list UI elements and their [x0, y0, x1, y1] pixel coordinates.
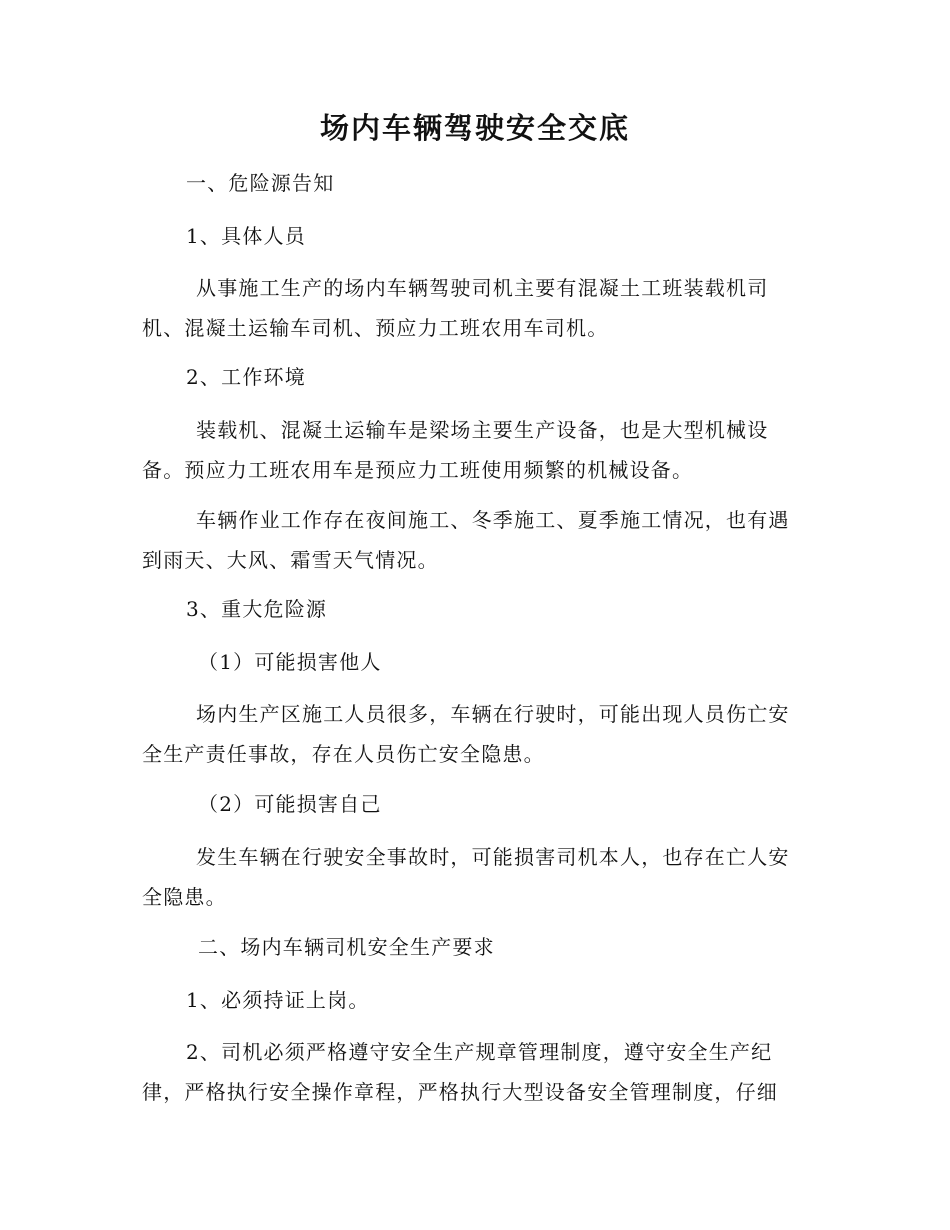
subheading-work-environment: 2、工作环境 [186, 365, 306, 389]
subheading-major-hazards: 3、重大危险源 [186, 597, 328, 621]
paragraph-conditions [142, 500, 810, 580]
paragraph-line: 发生车辆在行驶安全事故时，可能损害司机本人，也存在亡人安 [196, 845, 790, 869]
section-heading-driver-requirements: 二、场内车辆司机安全生产要求 [198, 935, 495, 959]
requirement-item-2 [142, 1032, 810, 1112]
subheading-harm-others: （1）可能损害他人 [198, 650, 382, 674]
paragraph-line: 机、混凝土运输车司机、预应力工班农用车司机。 [142, 316, 609, 340]
paragraph-line: 场内生产区施工人员很多，车辆在行驶时，可能出现人员伤亡安 [196, 702, 790, 726]
paragraph-line: 全隐患。 [142, 885, 227, 909]
paragraph-line: 到雨天、大风、霜雪天气情况。 [142, 548, 439, 572]
paragraph-line: 装载机、混凝土运输车是梁场主要生产设备，也是大型机械设 [196, 418, 769, 442]
paragraph-line: 律，严格执行安全操作章程，严格执行大型设备安全管理制度，仔细 [142, 1080, 778, 1104]
subheading-harm-self: （2）可能损害自己 [198, 792, 382, 816]
paragraph-line: 全生产责任事故，存在人员伤亡安全隐患。 [142, 742, 545, 766]
paragraph-line: 备。预应力工班农用车是预应力工班使用频繁的机械设备。 [142, 458, 694, 482]
document-title: 场内车辆驾驶安全交底 [319, 111, 630, 145]
section-heading-hazard-notice: 一、危险源告知 [186, 171, 335, 195]
paragraph-line: 车辆作业工作存在夜间施工、冬季施工、夏季施工情况，也有遇 [196, 508, 790, 532]
subheading-personnel: 1、具体人员 [186, 224, 306, 248]
paragraph-equipment [142, 410, 810, 490]
paragraph-personnel [142, 268, 810, 348]
paragraph-harm-self [142, 837, 810, 917]
requirement-item-1: 1、必须持证上岗。 [186, 988, 370, 1012]
paragraph-harm-others [142, 694, 810, 774]
paragraph-line: 2、司机必须严格遵守安全生产规章管理制度，遵守安全生产纪 [186, 1040, 773, 1064]
paragraph-line: 从事施工生产的场内车辆驾驶司机主要有混凝土工班装载机司 [196, 276, 769, 300]
